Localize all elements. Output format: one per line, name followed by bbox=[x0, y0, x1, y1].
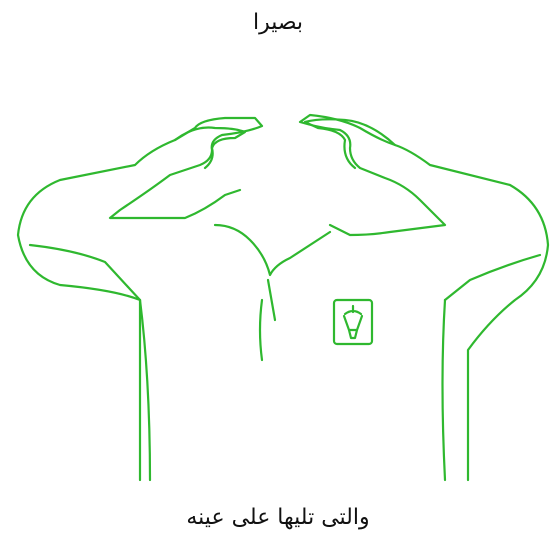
shirt-right-side bbox=[443, 300, 446, 480]
shirt-opening bbox=[260, 280, 275, 360]
eagle-emblem bbox=[344, 306, 362, 338]
top-caption: بصيرا bbox=[252, 10, 304, 35]
shirt-left-side bbox=[140, 300, 150, 480]
right-arm-outline bbox=[300, 115, 548, 480]
collar-outline bbox=[215, 225, 330, 275]
left-sleeve-line bbox=[30, 245, 140, 300]
bottom-caption: والتى تليها على عينه bbox=[186, 505, 370, 530]
right-sleeve-line bbox=[445, 255, 540, 300]
